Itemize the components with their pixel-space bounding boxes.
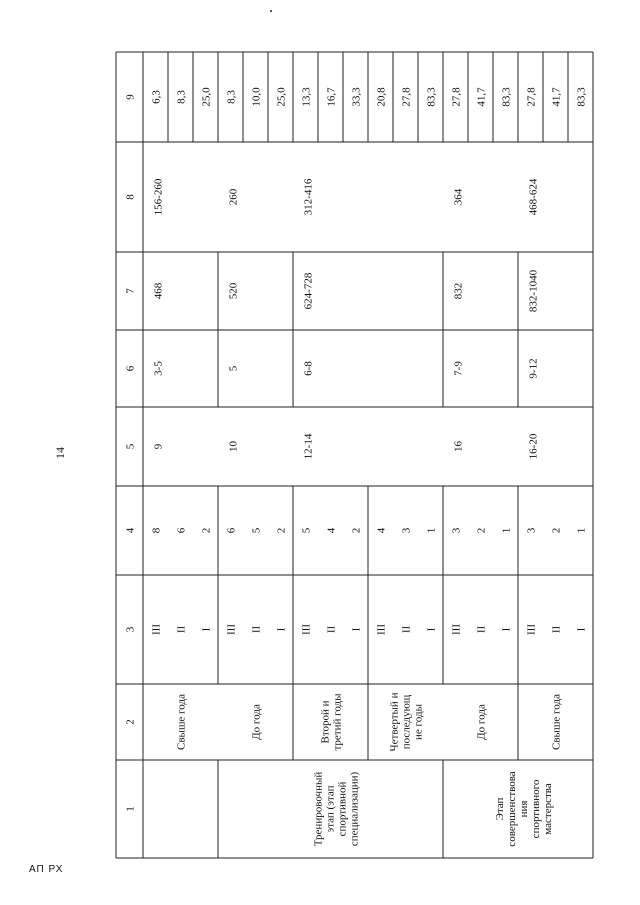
load-cell-line: 312-416 — [302, 178, 315, 216]
count-cell — [351, 528, 363, 534]
percent-cell — [201, 87, 213, 107]
percent-cell — [326, 87, 338, 107]
rank-cell-line: III — [150, 624, 163, 635]
load-cell — [153, 178, 165, 215]
hours-cell — [453, 441, 465, 453]
rank-cell-line: III — [375, 624, 388, 635]
rank-cell — [426, 627, 438, 631]
count-cell-line: 3 — [400, 527, 413, 534]
rank-cell — [476, 626, 488, 634]
sessions-cell — [228, 365, 240, 371]
column-number-7-line: 7 — [124, 288, 137, 294]
period-cell-line: ие годы — [412, 704, 425, 740]
total-hours-cell — [453, 283, 465, 300]
sessions-cell — [453, 361, 465, 376]
count-cell-line: 2 — [200, 527, 213, 534]
count-cell-line: 3 — [525, 527, 538, 534]
count-cell — [251, 527, 263, 533]
count-cell-line: 1 — [425, 527, 438, 534]
count-cell — [576, 528, 588, 534]
count-cell — [476, 528, 488, 534]
column-number-8-line: 8 — [124, 194, 137, 200]
hours-cell-line: 12-14 — [302, 433, 315, 460]
percent-cell-line: 27,8 — [525, 87, 538, 107]
rank-cell — [151, 624, 163, 635]
percent-cell — [376, 87, 388, 107]
period-cell — [320, 693, 344, 751]
stage-cell-line: Тренировочный — [312, 771, 325, 847]
sessions-cell — [528, 358, 540, 378]
period-cell-line: Свыше года — [175, 694, 188, 750]
rank-cell — [451, 624, 463, 635]
rank-cell-line: III — [300, 624, 313, 635]
column-number-2 — [125, 719, 137, 725]
count-cell — [151, 527, 163, 533]
rank-cell-line: I — [425, 627, 438, 632]
count-cell — [451, 527, 463, 533]
column-number-1 — [125, 806, 137, 812]
count-cell — [551, 528, 563, 534]
rank-cell — [326, 626, 338, 634]
column-number-9 — [125, 94, 137, 100]
rank-cell — [551, 626, 563, 634]
total-hours-cell-line: 520 — [227, 282, 240, 300]
total-hours-cell — [153, 282, 165, 299]
count-cell-line: 6 — [225, 527, 238, 534]
load-cell-line: 468-624 — [527, 178, 540, 216]
percent-cell — [551, 87, 563, 107]
rank-cell — [201, 627, 213, 631]
load-cell-line: 364 — [452, 188, 465, 206]
total-hours-cell-line: 832 — [452, 282, 465, 300]
percent-cell — [451, 87, 463, 107]
count-cell — [226, 527, 238, 533]
percent-cell — [176, 90, 188, 104]
rank-cell — [576, 627, 588, 631]
percent-cell-line: 16,7 — [325, 87, 338, 107]
count-cell — [426, 528, 438, 534]
rank-cell-line: III — [450, 624, 463, 635]
sessions-cell — [153, 361, 165, 376]
period-cell — [389, 692, 425, 751]
column-number-6 — [125, 365, 137, 371]
stage-cell-line: мастерства — [542, 783, 554, 835]
period-cell — [551, 694, 563, 750]
load-cell — [453, 188, 465, 205]
count-cell — [401, 527, 413, 533]
rank-cell-line: III — [225, 624, 238, 635]
column-number-4-line: 4 — [124, 527, 137, 534]
count-cell-line: 5 — [300, 527, 313, 534]
hours-cell — [153, 443, 165, 449]
period-cell-line: Свыше года — [550, 694, 563, 750]
count-cell-line: 2 — [475, 527, 488, 534]
hours-cell — [228, 441, 240, 453]
total-hours-cell — [303, 272, 315, 309]
rank-cell-line: I — [200, 627, 213, 632]
rank-cell-line: III — [525, 624, 538, 635]
column-number-6-line: 6 — [124, 365, 137, 372]
column-number-5 — [125, 443, 137, 449]
percent-cell — [576, 87, 588, 107]
count-cell-line: 8 — [150, 527, 163, 534]
count-cell — [301, 527, 313, 533]
rank-cell — [176, 626, 188, 634]
count-cell — [376, 527, 388, 533]
load-cell — [303, 178, 315, 215]
percent-cell — [401, 87, 413, 107]
column-number-3-line: 3 — [124, 626, 137, 633]
hours-cell — [528, 433, 540, 459]
rank-cell — [301, 624, 313, 635]
total-hours-cell — [228, 282, 240, 299]
count-cell — [176, 527, 188, 533]
percent-cell — [476, 87, 488, 107]
load-cell-line: 260 — [227, 188, 240, 206]
period-cell — [251, 704, 263, 740]
rank-cell-line: I — [500, 627, 513, 632]
column-number-9-line: 9 — [124, 94, 137, 100]
period-cell-line: До года — [475, 704, 488, 740]
percent-cell-line: 6,3 — [150, 90, 163, 104]
count-cell — [201, 528, 213, 534]
count-cell-line: 2 — [550, 527, 563, 534]
count-cell-line: 4 — [325, 527, 338, 534]
hours-cell — [303, 433, 315, 459]
rank-cell-line: II — [325, 625, 338, 634]
rank-cell-line: II — [250, 625, 263, 634]
percent-cell-line: 27,8 — [400, 87, 413, 107]
count-cell — [326, 527, 338, 533]
column-number-8 — [125, 194, 137, 200]
stage-cell — [313, 772, 361, 847]
sessions-cell-line: 9-12 — [527, 358, 540, 379]
hours-cell-line: 16 — [452, 441, 465, 452]
column-number-1-line: 1 — [124, 806, 137, 812]
percent-cell — [526, 87, 538, 107]
sessions-cell-line: 6-8 — [302, 361, 315, 376]
percent-cell-line: 27,8 — [450, 87, 463, 107]
rank-cell — [526, 624, 538, 635]
hours-cell-line: 9 — [152, 443, 165, 450]
percent-cell — [226, 90, 238, 104]
percent-cell — [251, 87, 263, 107]
period-cell — [476, 704, 488, 740]
sessions-cell-line: 3-5 — [152, 361, 165, 376]
hours-cell-line: 16-20 — [527, 433, 540, 460]
percent-cell — [426, 87, 438, 107]
percent-cell-line: 25,0 — [275, 87, 288, 107]
count-cell-line: 6 — [175, 527, 188, 534]
stage-cell-line: спортивного — [530, 779, 542, 839]
column-number-5-line: 5 — [124, 443, 137, 450]
count-cell-line: 4 — [375, 527, 388, 534]
rank-cell-line: I — [575, 627, 588, 632]
stage-cell-line: совершенствова — [506, 771, 518, 847]
rank-cell — [226, 624, 238, 635]
count-cell-line: 2 — [275, 527, 288, 534]
stage-cell-line: спортивной — [336, 781, 349, 837]
period-cell-line: третий годы — [331, 693, 344, 751]
percent-cell-line: 83,3 — [575, 87, 588, 107]
rank-cell-line: I — [275, 627, 288, 632]
count-cell-line: 1 — [500, 527, 513, 534]
percent-cell-line: 20,8 — [375, 87, 388, 107]
stage-cell-line: этап (этап — [324, 785, 337, 833]
rank-cell — [351, 627, 363, 631]
rank-cell — [376, 624, 388, 635]
column-number-2-line: 2 — [124, 719, 137, 725]
count-cell — [276, 528, 288, 534]
period-cell-line: последующ — [400, 694, 413, 750]
count-cell-line: 5 — [250, 527, 263, 534]
column-number-3 — [125, 626, 137, 632]
percent-cell-line: 8,3 — [225, 90, 238, 104]
percent-cell-line: 33,3 — [350, 87, 363, 107]
stage-cell — [494, 771, 554, 846]
count-cell-line: 2 — [350, 527, 363, 534]
sessions-cell-line: 7-9 — [452, 361, 465, 376]
sessions-cell-line: 5 — [227, 365, 240, 372]
rank-cell-line: II — [400, 625, 413, 634]
load-cell — [228, 188, 240, 205]
percent-cell-line: 41,7 — [475, 87, 488, 107]
percent-cell-line: 10,0 — [250, 87, 263, 107]
period-cell-line: Четвертый и — [388, 692, 401, 752]
count-cell-line: 3 — [450, 527, 463, 534]
rank-cell-line: II — [475, 625, 488, 634]
total-hours-cell — [528, 269, 540, 312]
rank-cell — [251, 626, 263, 634]
rank-cell-line: I — [350, 627, 363, 632]
page-number: 14 — [53, 447, 67, 459]
percent-cell-line: 8,3 — [175, 90, 188, 104]
percent-cell-line: 25,0 — [200, 87, 213, 107]
rank-cell — [276, 627, 288, 631]
load-cell — [528, 178, 540, 215]
rank-cell — [501, 627, 513, 631]
percent-cell — [351, 87, 363, 107]
period-cell-line: До года — [250, 704, 263, 740]
footer-mark: АП РХ — [29, 864, 64, 875]
total-hours-cell-line: 468 — [152, 282, 165, 300]
column-number-7 — [125, 288, 137, 294]
column-number-4 — [125, 527, 137, 533]
percent-cell — [276, 87, 288, 107]
percent-cell — [501, 87, 513, 107]
percent-cell-line: 41,7 — [550, 87, 563, 107]
rank-cell — [401, 626, 413, 634]
total-hours-cell-line: 832-1040 — [527, 269, 540, 313]
rank-cell-line: II — [550, 625, 563, 634]
count-cell — [526, 527, 538, 533]
percent-cell — [151, 90, 163, 104]
period-cell-line: Второй и — [319, 700, 332, 744]
percent-cell — [301, 87, 313, 107]
period-cell — [176, 694, 188, 750]
count-cell — [501, 528, 513, 534]
percent-cell-line: 13,3 — [300, 87, 313, 107]
hours-cell-line: 10 — [227, 441, 240, 452]
stage-cell-line: ния — [518, 800, 530, 818]
count-cell-line: 1 — [575, 527, 588, 534]
percent-cell-line: 83,3 — [425, 87, 438, 107]
rank-cell-line: II — [175, 625, 188, 634]
percent-cell-line: 83,3 — [500, 87, 513, 107]
stage-cell-line: Этап — [494, 797, 506, 821]
load-cell-line: 156-260 — [152, 178, 165, 216]
total-hours-cell-line: 624-728 — [302, 272, 315, 310]
sessions-cell — [303, 361, 315, 376]
stage-cell-line: специализации) — [348, 771, 361, 847]
